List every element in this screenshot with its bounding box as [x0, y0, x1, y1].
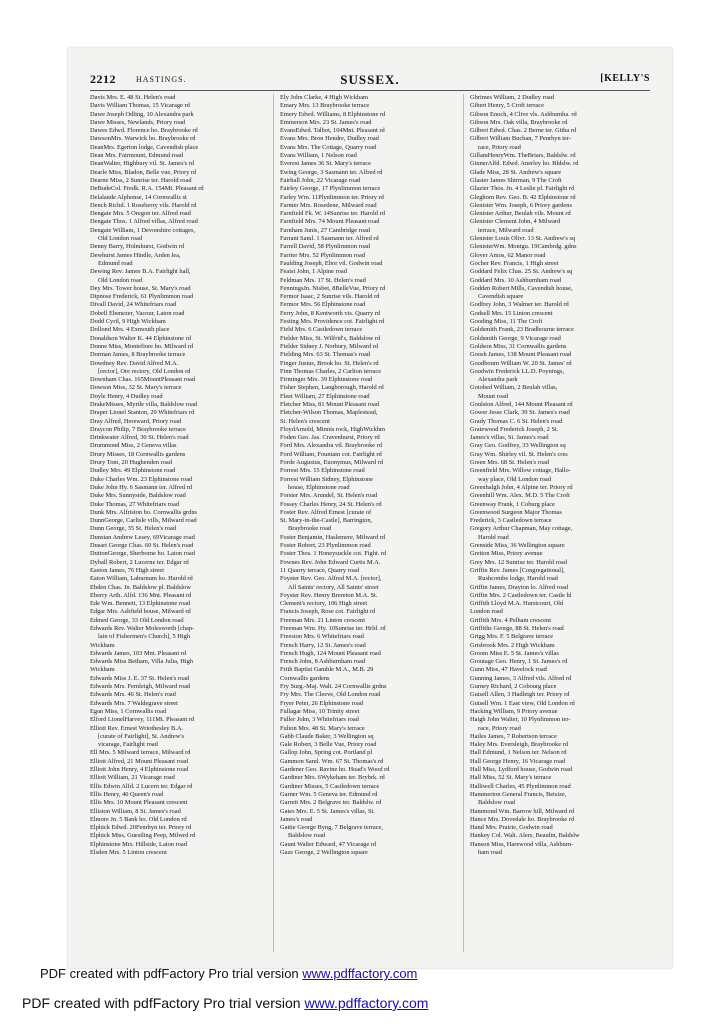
directory-entry: Elliott Rev. Ernest Wriothesley B.A. — [90, 724, 184, 732]
directory-entry: Fisher Stephen, Langborough, Harold rd — [280, 384, 384, 392]
directory-entry: Ewing George, 3 Sasmann ter. Alfred rd — [280, 168, 383, 176]
directory-entry: Cornwallis gardens — [280, 674, 330, 682]
entry-continuation: ham road — [478, 849, 502, 857]
directory-entry: Griffin Mrs. 2 Castledown ter. Castle hl — [470, 591, 572, 599]
directory-entry: Drinkwater Alfred, 30 St. Helen's road — [90, 434, 189, 442]
directory-entry: Dearne Miss, 2 Sunrise ter. Harold road — [90, 176, 192, 184]
page-header — [90, 72, 650, 88]
directory-entry: Farnfield Fk. W. 14Sunrise ter. Harold rd — [280, 210, 385, 218]
directory-entry: Greenfield Mrs. Willow cottage, Hallo- — [470, 467, 571, 475]
directory-entry: Glenister Louis Olivr. 13 St. Andrew's sq — [470, 235, 576, 243]
directory-entry: DunnGeorge, Carlisle vills, Milward road — [90, 517, 197, 525]
directory-entry: Grenside Miss, 36 Wellington square — [470, 542, 565, 550]
directory-entry: Elliott William, 21 Vicarage road — [90, 774, 175, 782]
directory-entry: Farrier Mrs. 52 Plynlimmon road — [280, 251, 366, 259]
directory-entry: Ede Wm. Bennett, 13 Elphinstone road — [90, 600, 191, 608]
directory-entry: Ebden Chas. Jn. Baldslow pl. Baldslow — [90, 583, 191, 591]
directory-entry: Freeston Mrs. 6 Whitefriars road — [280, 633, 364, 641]
directory-entry: Fletcher Miss, 81 Mount Pleasant road — [280, 400, 380, 408]
entry-continuation: Braybrooke road — [288, 525, 332, 533]
entry-continuation: Mount road — [478, 392, 508, 400]
directory-entry: Gammon Saml. Wm. 67 St. Thomas's rd — [280, 757, 384, 765]
directory-entry: Easton James, 76 High street — [90, 566, 165, 574]
directory-entry: Foden Geo. Jas. Cravenhurst, Priory rd — [280, 434, 380, 442]
directory-entry: Edwards Mrs. 7 Waldegrave street — [90, 699, 178, 707]
directory-entry: Grey Mrs. 12 Sunrise ter. Harold road — [470, 558, 567, 566]
directory-entry: Gaze George, 2 Wellington square — [280, 849, 368, 857]
entry-continuation: terrace, Milward road — [478, 226, 534, 234]
directory-entry: Gleghorn Rev. Geo. B. 42 Elphinstone rd — [470, 193, 576, 201]
directory-entry: Fleet William, 27 Elphinstone road — [280, 392, 370, 400]
entry-continuation: Cavendish square — [478, 293, 524, 301]
directory-entry: Hall George Henry, 16 Vicarage road — [470, 757, 566, 765]
directory-entry: Dowdney Rev. David Alfred M.A. — [90, 359, 179, 367]
directory-entry: Gattie George Byng, 7 Belgrave terrace, — [280, 824, 383, 832]
directory-entry: Ford Mrs. Alexandra vil. Braybrooke rd — [280, 442, 383, 450]
directory-entry: Hammond Wm. Barrow hill, Milward rd — [470, 807, 575, 815]
directory-entry: Dray Alfred, Hereward, Priory road — [90, 417, 182, 425]
directory-entry: Grady Thomas C. 6 St. Helen's road — [470, 417, 563, 425]
directory-entry: Elphick Miss, Guestling Peep, Milwrd rd — [90, 832, 196, 840]
directory-entry: Fuller John, 3 Whitefriars road — [280, 716, 359, 724]
entry-continuation: vicarage, Fairlight road — [98, 741, 158, 749]
directory-entry: Dengate Mrs. 5 Oregon ter. Alfred road — [90, 210, 191, 218]
directory-entry: Dewhurst James Hindle, Arden lea, — [90, 251, 181, 259]
running-head-right: [KELLY'S — [600, 73, 650, 84]
directory-entry: Grigg Mrs. F. 5 Belgrave terrace — [470, 633, 554, 641]
directory-column-1 — [90, 94, 266, 954]
header-rule — [90, 90, 650, 91]
directory-entry: Edwards Mrs. 46 St. Helen's road — [90, 691, 176, 699]
directory-entry: Draycon Philip, 7 Braybrooke terrace — [90, 425, 187, 433]
directory-entry: Ford William, Fountain cot. Fairlight rd — [280, 450, 382, 458]
directory-entry: Eaton William, Laburnum ho. Harold rd — [90, 575, 193, 583]
entry-continuation: race, Priory road — [478, 724, 521, 732]
directory-entry: Gray Geo. Godfrey, 33 Wellington sq — [470, 442, 566, 450]
directory-entry: Ellis Henry, 40 Queen's road — [90, 790, 164, 798]
directory-entry: Dipnose Frederick, 61 Plynlimmon road — [90, 293, 194, 301]
directory-entry: Forde Augustus, Euonymus, Milward rd — [280, 459, 383, 467]
entry-continuation: Edmund road — [98, 259, 133, 267]
directory-entry: Doyle Henry, 4 Dudley road — [90, 392, 163, 400]
directory-entry: Evans Mrs. Bron Hendre, Dudley road — [280, 135, 379, 143]
directory-entry: Clement's rectory, 106 High street — [280, 600, 368, 608]
directory-entry: French Hugh, 124 Mount Pleasant road — [280, 649, 381, 657]
directory-entry: Wickham — [90, 641, 115, 649]
entry-continuation: Old London road — [98, 235, 143, 243]
directory-entry: Duke Thomas, 27 Whitefriars road — [90, 500, 180, 508]
directory-entry: Hall Edmund, 1 Nelson ter. Nelson rd — [470, 749, 567, 757]
directory-entry: Glazier Thos. Jn. 4 Leslie pl. Fairlight rd — [470, 185, 575, 193]
entry-continuation: Alexandra park — [478, 376, 518, 384]
directory-entry: Godden Robert Mills, Cavendish house, — [470, 284, 573, 292]
directory-entry: Donaldson Walter K. 44 Elphinstone rd — [90, 334, 191, 342]
directory-entry: Dey Mrs. Tower house, St. Mary's road — [90, 284, 191, 292]
directory-entry: Griffith Lloyd M.A. Hurstcourt, Old — [470, 600, 564, 608]
directory-column-3 — [470, 94, 646, 954]
directory-entry: Foster Benjamin, Haslemere, Milward rd — [280, 533, 386, 541]
directory-entry: Dudley Mrs. 49 Elphinstone road — [90, 467, 176, 475]
directory-entry: Gratewood Frederick Joseph, 2 St. — [470, 425, 559, 433]
entry-continuation: Baldslow road — [478, 799, 516, 807]
directory-entry: Dengate William, 1 Devonshire cottages, — [90, 226, 196, 234]
directory-entry: Gunn Miss, 47 Havelock road — [470, 666, 547, 674]
directory-entry: Dearle Miss, Bladon, Belle vue, Priory rd — [90, 168, 197, 176]
directory-entry: Dawe Misses, Newlands, Priory road — [90, 118, 186, 126]
directory-entry: Dyball Robert, 2 Lucerne ter. Edgar rd — [90, 558, 189, 566]
directory-entry: Edwards Miss J. E. 37 St. Helen's road — [90, 674, 190, 682]
scanned-page — [68, 48, 672, 968]
directory-entry: Drury Tom, 20 Hughenden road — [90, 459, 172, 467]
directory-entry: Farnfield Mrs. 74 Mount Pleasant road — [280, 218, 380, 226]
directory-entry: Gardiner Mrs. 6Wykeham ter. Brybrk. rd — [280, 774, 385, 782]
directory-entry: Field Mrs. 6 Castledown terrace — [280, 326, 363, 334]
directory-entry: Elliott Alfred, 21 Mount Pleasant road — [90, 757, 188, 765]
directory-entry: Davis William Thomas, 15 Vicarage rd — [90, 102, 190, 110]
directory-entry: Foyster Rev. Henry Brereton M.A. St. — [280, 591, 378, 599]
directory-entry: Gutsell Wm. 1 East view, Old London rd — [470, 699, 575, 707]
pdf-watermark-outer — [22, 995, 428, 1011]
directory-entry: Goddard Mrs. 10 Ashburnham road — [470, 276, 562, 284]
directory-entry: Foster Robert, 23 Plynlimmon road — [280, 542, 371, 550]
directory-entry: Everest James 36 St. Mary's terrace — [280, 160, 371, 168]
directory-entry: Elsden Mrs. 5 Linton crescent — [90, 849, 167, 857]
directory-entry: James's villas, St. James's road — [470, 434, 549, 442]
directory-entry: Finn Thomas Charles, 2 Carlton terrace — [280, 367, 382, 375]
directory-entry: Fielder Miss, St. Wilfrid's, Baldslow rd — [280, 334, 381, 342]
directory-entry: Gregory Arthur Chapman, May cottage, — [470, 525, 573, 533]
directory-entry: Farley Wm. 11Plynlimmon ter. Priory rd — [280, 193, 384, 201]
directory-entry: Greenhalgh John, 4 Alpine ter. Priory rd — [470, 483, 573, 491]
directory-entry: Freeman Wm. Hy. 10Sunrise ter. Hrld. rd — [280, 625, 386, 632]
directory-entry: Ellis Edwin Alfd. 2 Lucern ter. Edgar rd — [90, 782, 193, 790]
directory-entry: 11 Quarry terrace, Quarry road — [280, 566, 360, 574]
directory-entry: Hacking William, 9 Priory avenue — [470, 707, 558, 715]
directory-entry: DuttonGeorge, Sherborne ho. Laton road — [90, 550, 195, 558]
directory-column-2 — [280, 94, 456, 954]
directory-entry: Hankey Col. Walt. Alers, Beaulin, Baldslw — [470, 832, 580, 840]
directory-entry: GillamHenryWm. TheBriars, Baldslw. rd — [470, 152, 576, 160]
directory-entry: Gates Mrs. E. 5 St. James's villas, St. — [280, 807, 375, 815]
directory-entry: Dorman James, 8 Braybrooke terrace — [90, 351, 186, 359]
directory-entry: Farmer Mrs. Rosedene, Milward road — [280, 201, 377, 209]
directory-entry: Feldman Mrs. 17 St. Helen's road — [280, 276, 366, 284]
directory-entry: Gower Jesse Clark, 39 St. James's road — [470, 409, 570, 417]
directory-entry: Godfrey John, 3 Walmer ter. Harold rd — [470, 301, 569, 309]
directory-entry: Faulding Joseph, Ebor vil. Godwin road — [280, 259, 383, 267]
directory-entry: St. Helen's crescent — [280, 417, 330, 425]
directory-entry: Dawe Joseph Odling, 10 Alexandra park — [90, 110, 194, 118]
directory-entry: Gutsell Allen, 3 Hadleigh ter. Priory rd — [470, 691, 570, 699]
watermark-text: PDF created with pdfFactory Pro trial version — [22, 995, 305, 1011]
directory-entry: Gilbert William Buchan, 7 Penrhyn ter- — [470, 135, 572, 143]
directory-entry: Denny Barry, Holmhurst, Godwin rd — [90, 243, 185, 251]
entry-continuation: lain of Fishermen's Church], 5 High — [98, 633, 191, 641]
directory-entry: GlenisterWm. Montgu. 19Cambrdg. gdns — [470, 243, 577, 251]
directory-entry: Elmore Jn. 5 Bank ho. Old London rd — [90, 815, 187, 823]
watermark-link[interactable]: www.pdffactory.com — [302, 966, 418, 981]
directory-entry: St. Mary-in-the-Castle], Barrington, — [280, 517, 373, 525]
directory-entry: Goodbourn William W. 20 St. James' rd — [470, 359, 572, 367]
directory-entry: Fryer Peter, 26 Elphinstone road — [280, 699, 363, 707]
directory-entry: Gretton Miss, Priory avenue — [470, 550, 543, 558]
directory-entry: Goodwin Frederick LL.D. Poynings, — [470, 367, 565, 375]
directory-entry: Dodd Cyril, 9 High Wickham — [90, 318, 166, 326]
watermark-link[interactable]: www.pdffactory.com — [304, 995, 429, 1011]
directory-entry: Edwards Miss Betham, Villa Julia, High — [90, 658, 193, 666]
directory-entry: Godsell Mrs. 15 Linton crescent — [470, 309, 553, 317]
entry-continuation: Baldslow road — [288, 832, 326, 840]
directory-entry: Goldson Miss, 31 Cornwallis gardens — [470, 342, 567, 350]
directory-entry: Hall Miss, 52 St. Mary's terrace — [470, 774, 552, 782]
entry-continuation: Harold road — [478, 533, 509, 541]
entry-continuation: All Saints' rectory, All Saints' street — [288, 583, 379, 591]
directory-entry: Foster Rev. Alfred Ernest [curate of — [280, 508, 372, 516]
directory-entry: Gaunt Walter Edward, 47 Vicarage rd — [280, 840, 377, 848]
directory-entry: DawsonMrs. Warwick ho. Braybrooke rd — [90, 135, 196, 143]
directory-entry: Frederick, 3 Castledown terrace — [470, 517, 552, 525]
directory-entry: Gunning James, 3 Alfred vils. Alfred rd — [470, 674, 572, 682]
entry-continuation: house, Elphinstone road — [288, 483, 350, 491]
directory-entry: Forrest Mrs. 15 Elphinstone road — [280, 467, 365, 475]
directory-entry: Divall David, 24 Whitefriars road — [90, 301, 177, 309]
directory-entry: Emary Mrs. 13 Braybrooke terrace — [280, 102, 370, 110]
directory-entry: Hailes James, 7 Robertson terrace — [470, 732, 557, 740]
directory-entry: FenningsJn. Nisbet, 8BelleVue, Priory rd — [280, 284, 386, 292]
directory-entry: Duke John Hy. 6 Sasmann ter. Alfred rd — [90, 483, 192, 491]
directory-entry: Griffith Mrs. 4 Pelham crescent — [470, 616, 551, 624]
directory-entry: Frith Baptist Gamble M.A., M.B. 29 — [280, 666, 374, 674]
directory-entry: Dunk Mrs. Alfriston ho. Cornwallis grdns — [90, 508, 198, 516]
directory-entry: Greenway Frank, 1 Coburg place — [470, 500, 555, 508]
directory-entry: Ghrimes William, 2 Dudley road — [470, 94, 554, 101]
directory-entry: EvansEdwd. Talbot, 104Mnt. Pleasant rd — [280, 127, 385, 135]
column-divider — [273, 94, 274, 952]
directory-entry: Emery Edwd. Williams, 8 Elphinstone rd — [280, 110, 386, 118]
directory-entry: Forster Mrs. Arundel, St. Helen's road — [280, 492, 378, 500]
directory-entry: Ferry John, 8 Kentworth vis. Quarry rd — [280, 309, 381, 317]
page-number: 2212 — [90, 72, 116, 86]
directory-entry: Elphinstone Mrs. Hillside, Laton road — [90, 840, 187, 848]
directory-entry: Gibson Enoch, 4 Clive vls. Ashburnha. rd — [470, 110, 577, 118]
directory-entry: Griffiths George, 88 St. Helen's road — [470, 625, 564, 632]
directory-entry: Dench Richd. 1 Roseberry vils. Harold rd — [90, 201, 197, 209]
directory-entry: Foyster Rev. Geo. Alfred M.A. [rector], — [280, 575, 382, 583]
directory-entry: Elphick Edwd. 20Fenrhyn ter. Priory rd — [90, 824, 192, 832]
directory-entry: Halliwell Charles, 45 Plynlimmon road — [470, 782, 571, 790]
directory-entry: Dewing Rev. James B.A. Fairlight hall, — [90, 268, 191, 276]
pdf-watermark-inner — [40, 966, 417, 981]
directory-entry: London road — [470, 608, 503, 616]
directory-entry: Hammerton General Francis, Beisize, — [470, 790, 567, 798]
directory-entry: DrakeMisses, Myrtle villa, Baldslow road — [90, 400, 198, 408]
directory-entry: Glenister Wm. Joseph, 6 Priory gardens — [470, 201, 572, 209]
directory-entry: Garrett Mrs. 2 Belgrave ter. Baldslw. rd — [280, 799, 382, 807]
directory-entry: French Harry, 12 St. James's road — [280, 641, 366, 649]
directory-entry: Elliston William, 8 St. James's road — [90, 807, 181, 815]
directory-entry: Dunstan Andrew Lesey, 69Vicarage road — [90, 533, 195, 541]
directory-entry: Groom Miss E. 5 St. James's villas — [470, 649, 559, 657]
directory-entry: DeanWalter, Highbury vil. St. James's rd — [90, 160, 195, 168]
entry-continuation: [curate of Fairlight], St. Andrew's — [98, 732, 184, 740]
directory-entry: Gurney Richard, 2 Cobourg place — [470, 683, 557, 691]
directory-entry: Fermor Isaac, 2 Sunrise vils. Harold rd — [280, 293, 380, 301]
directory-entry: Fownes Rev. John Edward Curtis M.A. — [280, 558, 381, 566]
directory-entry: Gocher Rev. Francis, 1 High street — [470, 259, 559, 267]
directory-entry: Gardiner Misses, 5 Castledown terrace — [280, 782, 380, 790]
directory-entry: Grisbrook Mrs. 2 High Wickham — [470, 641, 555, 649]
directory-entry: Hand Mrs. Prairie, Godwin road — [470, 824, 553, 832]
county-title: SUSSEX. — [340, 72, 400, 87]
directory-entry: Egan Miss, 1 Cornwallis road — [90, 707, 167, 715]
directory-entry: Gotobed William, 2 Beulah villas, — [470, 384, 558, 392]
directory-entry: Garner Wm. 5 Geneva ter. Edmund rd — [280, 790, 378, 798]
directory-entry: Delalande Alphonse, 14 Cornwallis st — [90, 193, 187, 201]
directory-entry: Farrell David, 58 Plynlimmon road — [280, 243, 370, 251]
directory-entry: Eberry Arth. Alfd. 136 Mnt. Pleasant rd — [90, 591, 192, 599]
directory-entry: Firminger Mrs. 39 Elphinstone road — [280, 376, 373, 384]
directory-entry: Fry Mrs. The Cleeve, Old London road — [280, 691, 381, 699]
directory-entry: Davis Mrs. E. 48 St. Helen's road — [90, 94, 176, 101]
directory-entry: Forrest William Sidney, Elphinstone — [280, 475, 373, 483]
directory-entry: Fielding Mrs. 63 St. Thomas's road — [280, 351, 370, 359]
directory-entry: FloydArnold, Minnis rock, HighWickhm — [280, 425, 386, 433]
directory-entry: Goldsmith George, 9 Vicarage road — [470, 334, 561, 342]
directory-entry: Fermor Mrs. 56 Elphinstone road — [280, 301, 366, 309]
directory-entry: Fry Surg.-Maj. Walt. 24 Cornwallis grdns — [280, 683, 387, 691]
directory-entry: Gilbert Edwd. Chas. 2 Berne ter. Githa rd — [470, 127, 577, 135]
directory-entry: Wickham — [90, 666, 115, 674]
column-divider — [463, 94, 464, 952]
directory-entry: Greenwood Surgeon Major Thomas — [470, 508, 562, 516]
directory-entry: Donne Miss, Montefiore ho. Milward rd — [90, 342, 194, 350]
directory-entry: Ely John Clarke, 4 High Wickham — [280, 94, 369, 101]
directory-entry: Gale Robert, 3 Belle Vue, Priory road — [280, 741, 377, 749]
directory-entry: Dean Mrs. Fairmount, Edmund road — [90, 152, 184, 160]
directory-entry: James's road — [280, 815, 313, 823]
directory-entry: Fossey Charles Henry, 24 St. Helen's rd — [280, 500, 382, 508]
directory-entry: Emmerson Mrs. 23 St. James's road — [280, 118, 372, 126]
directory-entry: Drummond Miss, 2 Geneva villas — [90, 442, 177, 450]
directory-entry: Hanson Miss, Harewood villa, Ashburn- — [470, 840, 574, 848]
directory-entry: Fairley George, 17 Plynlimmon terrace — [280, 185, 381, 193]
running-head-left: HASTINGS. — [136, 75, 187, 84]
directory-entry: Dusart George Chas. 60 St. Helen's road — [90, 542, 194, 550]
directory-entry: Haley Mrs. Eversleigh, Braybrooke rd — [470, 741, 568, 749]
directory-entry: Greenhill Wm. Alex. M.D. 5 The Croft — [470, 492, 570, 500]
directory-entry: Griffin Rev. James [Congregational], — [470, 566, 565, 574]
directory-entry: Glenister Arthur, Beulah vils. Mount rd — [470, 210, 571, 218]
entry-continuation: Rushcombe lodge, Harold road — [478, 575, 558, 583]
directory-entry: Groutage Geo. Henry, 1 St. James's rd — [470, 658, 568, 666]
directory-entry: Goddard Felix Chas. 25 St. Andrew's sq — [470, 268, 573, 276]
directory-entry: DeBudeCol. Fredk. R.A. 154Mt. Pleasant rd — [90, 185, 204, 193]
directory-entry: Gibson Mrs. Oak villa, Braybrooke rd — [470, 118, 568, 126]
directory-entry: Draper Lionel Stanton, 29 Whitefriars rd — [90, 409, 195, 417]
directory-entry: Glade Miss, 28 St. Andrew's square — [470, 168, 562, 176]
directory-entry: Francis Joseph, Rose cot. Fairlight rd — [280, 608, 376, 616]
directory-entry: Gray Wm. Shirley vil. St. Helen's cres — [470, 450, 568, 458]
directory-entry: Freeman Mrs. 21 Linton crescent — [280, 616, 366, 624]
directory-entry: Hance Mrs. Dovedale ho. Braybrooke rd — [470, 815, 575, 823]
directory-entry: Elford LionelHarvey, 111Mt. Pleasant rd — [90, 716, 195, 724]
directory-entry: Gabb Claude Baker, 3 Wellington sq — [280, 732, 374, 740]
directory-entry: Gardener Geo. Ravine ho. Hoad's Wood rd — [280, 766, 390, 774]
directory-entry: Fulton Mrs. 48 St. Mary's terrace — [280, 724, 365, 732]
watermark-text: PDF created with pdfFactory Pro trial version — [40, 966, 303, 981]
directory-entry: Hall Miss, Lydford house, Godwin road — [470, 766, 573, 774]
entry-continuation: way place, Old London road — [478, 475, 551, 483]
directory-entry: Goulston Alfred, 144 Mount Pleasant rd — [470, 400, 573, 408]
directory-entry: Edgar Mrs. Ashfield house, Milward rd — [90, 608, 191, 616]
directory-entry: Elliott John Henry, 4 Elphinstone road — [90, 766, 189, 774]
directory-entry: Goosh James, 138 Mount Pleasant road — [470, 351, 572, 359]
entry-continuation: race, Priory road — [478, 143, 521, 151]
directory-entry: Goldsmith Frank, 23 Bradbourne terrace — [470, 326, 574, 334]
directory-entry: Dawes Edwd. Florence ho. Braybrooke rd — [90, 127, 198, 135]
directory-entry: Fairhall John, 22 Vicarage road — [280, 176, 361, 184]
directory-entry: Drury Misses, 18 Cornwallis gardens — [90, 450, 186, 458]
directory-entry: GinnerAlfd. Edwd. Anerley ho. Bldslw. rd — [470, 160, 579, 168]
directory-entry: Fletcher-Wilson Thomas, Maplestead, — [280, 409, 378, 417]
directory-entry: Farrant Saml. 1 Sasmann ter. Alfred rd — [280, 235, 379, 243]
directory-entry: Farnham Junis, 27 Cambridge road — [280, 226, 370, 234]
directory-entry: Evans William, 1 Nelson road — [280, 152, 357, 160]
directory-entry: Dunn George, 35 St. Helen's road — [90, 525, 177, 533]
directory-entry: Griffin James, Drayton lo. Alfred road — [470, 583, 569, 591]
directory-entry: Edmed George, 33 Old London road — [90, 616, 184, 624]
directory-entry: Feaist John, 1 Alpine road — [280, 268, 347, 276]
directory-entry: Foster Thos. 1 Honeysuckle cot. Fight. rd — [280, 550, 387, 558]
directory-entry: Dengate Thos. 1 Alfred villas, Alfred road — [90, 218, 198, 226]
directory-entry: Ell Mrs. 5 Milward terrace, Milward rd — [90, 749, 191, 757]
directory-entry: Dollond Mrs. 4 Exmouth place — [90, 326, 170, 334]
directory-entry: Festing Mrs. Providence cot. Fairlight rd — [280, 318, 385, 326]
directory-entry: Edwards Mrs. Fernleigh, Milward road — [90, 683, 191, 691]
directory-entry: Glover Amos, 62 Manor road — [470, 251, 546, 259]
directory-entry: Duke Mrs. Sunnyside, Baldslow road — [90, 492, 186, 500]
directory-entry: Evans Mrs. The Cottage, Quarry road — [280, 143, 377, 151]
directory-entry: Gibert Henry, 5 Croft terrace — [470, 102, 544, 110]
directory-entry: Dobell Ebenezer, Vacour, Laton road — [90, 309, 185, 317]
directory-entry: Glenister Clement John, 4 Milward — [470, 218, 561, 226]
directory-entry: Gooding Miss, 11 The Croft — [470, 318, 543, 326]
directory-entry: DeanMrs. Egerton lodge, Cavendish place — [90, 143, 199, 151]
directory-entry: Edwards James, 103 Mnt. Pleasant rd — [90, 649, 187, 657]
directory-entry: Ellis Mrs. 10 Mount Pleasant crescent — [90, 799, 188, 807]
entry-continuation: [rector], Ore rectory, Old London rd — [98, 367, 191, 375]
directory-entry: Downham Chas. 165MountPleasant road — [90, 376, 196, 384]
directory-entry: Fullagar Miss, 10 Trinity street — [280, 707, 360, 715]
directory-entry: Duke Charles Wm. 23 Elphinstone road — [90, 475, 193, 483]
directory-entry: Gallop John, Spring cot. Portland pl — [280, 749, 373, 757]
directory-entry: Fielder Sidney J. Norbury, Milward rd — [280, 342, 379, 350]
directory-entry: Haigh John Walter, 10 Plynlimmon ter- — [470, 716, 571, 724]
directory-entry: Dowson Miss, 32 St. Mary's terrace — [90, 384, 182, 392]
directory-entry: Edwards Rev. Walter Molesworth [chap- — [90, 625, 195, 632]
directory-entry: Glasier James Shirman, 9 The Croft — [470, 176, 562, 184]
entry-continuation: Old London road — [98, 276, 143, 284]
directory-entry: Finger Justus, Brook ho. St. Helen's rd — [280, 359, 379, 367]
directory-entry: Green Mrs. 68 St. Helen's road — [470, 459, 550, 467]
directory-entry: French John, 8 Ashburnham road — [280, 658, 366, 666]
